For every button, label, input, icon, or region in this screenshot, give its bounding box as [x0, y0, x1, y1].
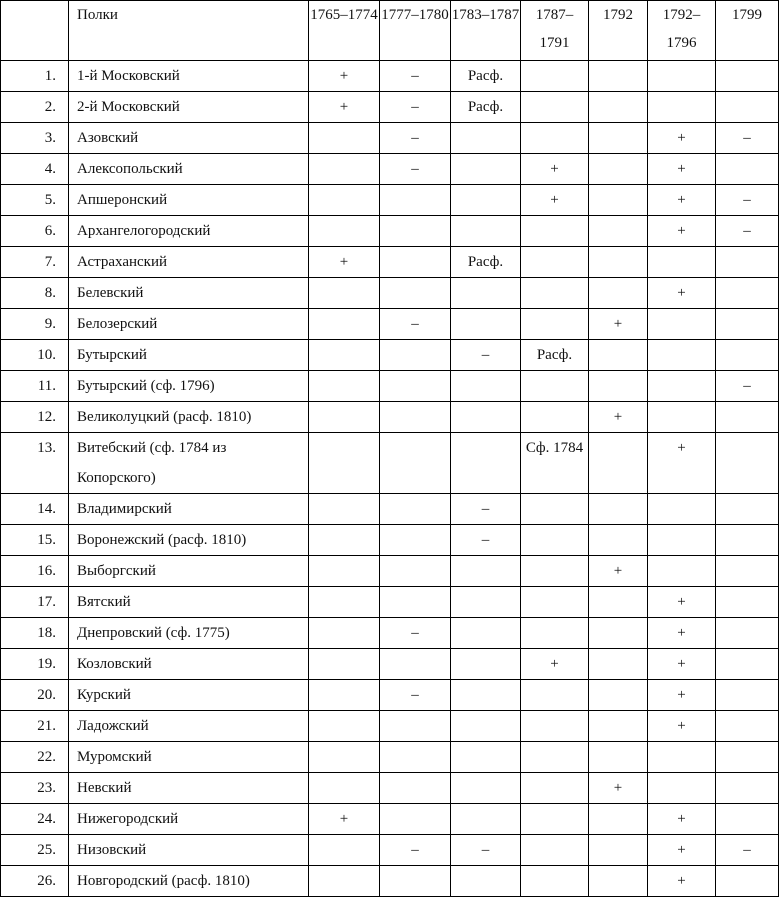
period-cell — [451, 216, 521, 247]
header-period: 1787–1791 — [521, 1, 589, 61]
period-cell — [716, 649, 779, 680]
period-cell: – — [451, 835, 521, 866]
period-cell — [716, 433, 779, 494]
table-row — [1, 309, 779, 340]
period-cell — [309, 494, 380, 525]
period-cell — [648, 402, 716, 433]
period-cell — [521, 216, 589, 247]
period-cell — [589, 742, 648, 773]
period-cell — [309, 340, 380, 371]
table-row — [1, 61, 779, 92]
row-number: 15. — [1, 525, 69, 556]
table-row — [1, 278, 779, 309]
regiment-name: Великолуцкий (расф. 1810) — [69, 402, 309, 433]
period-cell — [589, 618, 648, 649]
period-cell — [716, 247, 779, 278]
table-row — [1, 866, 779, 897]
row-number: 6. — [1, 216, 69, 247]
regiment-name: Апшеронский — [69, 185, 309, 216]
period-cell: + — [648, 866, 716, 897]
table-row — [1, 711, 779, 742]
period-cell — [589, 61, 648, 92]
period-cell: + — [589, 556, 648, 587]
period-cell — [589, 711, 648, 742]
header-period: 1792 — [589, 1, 648, 61]
period-cell: + — [648, 587, 716, 618]
period-cell: – — [380, 61, 451, 92]
period-cell: – — [380, 680, 451, 711]
period-cell — [309, 587, 380, 618]
period-cell: + — [648, 433, 716, 494]
period-cell — [451, 433, 521, 494]
period-cell: + — [589, 402, 648, 433]
regiment-name: Новгородский (расф. 1810) — [69, 866, 309, 897]
table-row — [1, 649, 779, 680]
header-period: 1783–1787 — [451, 1, 521, 61]
period-cell — [521, 556, 589, 587]
period-cell — [309, 216, 380, 247]
period-cell: Расф. — [451, 247, 521, 278]
period-cell — [309, 773, 380, 804]
regiment-name: Витебский (сф. 1784 из Копорского) — [69, 433, 309, 494]
period-cell: + — [648, 711, 716, 742]
period-cell: – — [451, 494, 521, 525]
period-cell — [521, 773, 589, 804]
period-cell — [451, 185, 521, 216]
period-cell — [451, 742, 521, 773]
period-cell — [589, 154, 648, 185]
table-row — [1, 92, 779, 123]
period-cell — [521, 278, 589, 309]
period-cell — [521, 866, 589, 897]
table-row — [1, 556, 779, 587]
period-cell — [589, 247, 648, 278]
table-row — [1, 587, 779, 618]
table-row — [1, 525, 779, 556]
table-row — [1, 123, 779, 154]
period-cell — [309, 402, 380, 433]
row-number: 3. — [1, 123, 69, 154]
period-cell — [716, 773, 779, 804]
period-cell — [521, 309, 589, 340]
period-cell: – — [380, 154, 451, 185]
period-cell — [380, 649, 451, 680]
period-cell: + — [309, 247, 380, 278]
period-cell — [309, 525, 380, 556]
period-cell — [451, 773, 521, 804]
period-cell — [380, 742, 451, 773]
regiment-name: Архангелогородский — [69, 216, 309, 247]
period-cell — [451, 309, 521, 340]
header-row — [1, 1, 779, 61]
period-cell — [648, 309, 716, 340]
period-cell — [309, 742, 380, 773]
period-cell — [589, 340, 648, 371]
row-number: 14. — [1, 494, 69, 525]
period-cell: + — [648, 123, 716, 154]
period-cell: – — [380, 92, 451, 123]
regiment-name: Бутырский — [69, 340, 309, 371]
row-number: 4. — [1, 154, 69, 185]
table-row — [1, 433, 779, 494]
table-row — [1, 494, 779, 525]
period-cell: – — [716, 371, 779, 402]
period-cell — [451, 123, 521, 154]
period-cell — [589, 494, 648, 525]
period-cell — [380, 371, 451, 402]
period-cell — [380, 278, 451, 309]
period-cell — [309, 680, 380, 711]
period-cell: + — [309, 804, 380, 835]
period-cell — [648, 61, 716, 92]
header-period: 1777–1780 — [380, 1, 451, 61]
period-cell — [716, 742, 779, 773]
period-cell — [648, 494, 716, 525]
row-number: 17. — [1, 587, 69, 618]
period-cell — [309, 711, 380, 742]
table-row — [1, 185, 779, 216]
row-number: 9. — [1, 309, 69, 340]
period-cell: + — [648, 618, 716, 649]
period-cell — [716, 711, 779, 742]
period-cell: + — [648, 154, 716, 185]
period-cell — [589, 587, 648, 618]
period-cell — [648, 371, 716, 402]
period-cell — [521, 835, 589, 866]
period-cell — [648, 247, 716, 278]
row-number: 11. — [1, 371, 69, 402]
row-number: 13. — [1, 433, 69, 494]
period-cell — [451, 711, 521, 742]
period-cell — [451, 278, 521, 309]
period-cell — [309, 433, 380, 494]
regiment-name: Курский — [69, 680, 309, 711]
period-cell — [380, 556, 451, 587]
period-cell — [716, 340, 779, 371]
period-cell: + — [648, 680, 716, 711]
period-cell: + — [589, 773, 648, 804]
period-cell — [589, 649, 648, 680]
regiment-name: Белозерский — [69, 309, 309, 340]
period-cell — [589, 525, 648, 556]
period-cell — [380, 494, 451, 525]
table-row — [1, 680, 779, 711]
period-cell — [521, 247, 589, 278]
period-cell — [589, 123, 648, 154]
table-row — [1, 773, 779, 804]
period-cell — [451, 402, 521, 433]
regiment-name: Выборгский — [69, 556, 309, 587]
period-cell — [451, 649, 521, 680]
period-cell — [716, 587, 779, 618]
period-cell: – — [451, 340, 521, 371]
period-cell: + — [648, 278, 716, 309]
header-period: 1765–1774 — [309, 1, 380, 61]
period-cell — [309, 866, 380, 897]
period-cell — [380, 185, 451, 216]
table-row — [1, 618, 779, 649]
period-cell — [309, 309, 380, 340]
row-number: 19. — [1, 649, 69, 680]
period-cell — [380, 773, 451, 804]
period-cell — [648, 340, 716, 371]
period-cell: + — [648, 185, 716, 216]
period-cell: – — [716, 216, 779, 247]
period-cell: + — [521, 185, 589, 216]
period-cell — [589, 680, 648, 711]
row-number: 22. — [1, 742, 69, 773]
regiment-name: Алексопольский — [69, 154, 309, 185]
period-cell: Сф. 1784 — [521, 433, 589, 494]
period-cell — [309, 123, 380, 154]
regiment-name: Вятский — [69, 587, 309, 618]
period-cell — [589, 92, 648, 123]
period-cell — [648, 525, 716, 556]
table-row — [1, 371, 779, 402]
period-cell — [521, 61, 589, 92]
regiment-name: Днепровский (сф. 1775) — [69, 618, 309, 649]
regiment-name: Ладожский — [69, 711, 309, 742]
period-cell — [521, 92, 589, 123]
period-cell — [521, 525, 589, 556]
row-number: 1. — [1, 61, 69, 92]
period-cell — [451, 680, 521, 711]
period-cell — [648, 92, 716, 123]
regiment-name: Азовский — [69, 123, 309, 154]
period-cell: + — [648, 216, 716, 247]
period-cell: – — [380, 835, 451, 866]
table-row — [1, 247, 779, 278]
regiment-name: Бутырский (сф. 1796) — [69, 371, 309, 402]
period-cell — [716, 309, 779, 340]
regiment-name: 1-й Московский — [69, 61, 309, 92]
row-number: 5. — [1, 185, 69, 216]
period-cell — [716, 92, 779, 123]
period-cell — [521, 371, 589, 402]
period-cell — [716, 556, 779, 587]
row-number: 2. — [1, 92, 69, 123]
period-cell: + — [648, 835, 716, 866]
table-row — [1, 835, 779, 866]
period-cell — [589, 278, 648, 309]
row-number: 10. — [1, 340, 69, 371]
period-cell: + — [309, 92, 380, 123]
regiment-name: Воронежский (расф. 1810) — [69, 525, 309, 556]
period-cell: – — [380, 618, 451, 649]
period-cell — [380, 402, 451, 433]
period-cell — [521, 494, 589, 525]
table-row — [1, 154, 779, 185]
regiment-name: Нижегородский — [69, 804, 309, 835]
period-cell — [521, 587, 589, 618]
period-cell — [716, 494, 779, 525]
period-cell — [716, 618, 779, 649]
period-cell — [716, 154, 779, 185]
table-row — [1, 340, 779, 371]
table-row — [1, 216, 779, 247]
period-cell — [521, 742, 589, 773]
period-cell — [451, 154, 521, 185]
regiment-name: Владимирский — [69, 494, 309, 525]
row-number: 21. — [1, 711, 69, 742]
period-cell — [589, 371, 648, 402]
row-number: 26. — [1, 866, 69, 897]
row-number: 7. — [1, 247, 69, 278]
period-cell: + — [648, 804, 716, 835]
period-cell: + — [648, 649, 716, 680]
period-cell — [521, 711, 589, 742]
period-cell: – — [716, 835, 779, 866]
period-cell — [589, 216, 648, 247]
period-cell — [716, 525, 779, 556]
period-cell: – — [716, 185, 779, 216]
period-cell — [648, 773, 716, 804]
row-number: 25. — [1, 835, 69, 866]
period-cell — [589, 433, 648, 494]
header-num — [1, 1, 69, 61]
row-number: 24. — [1, 804, 69, 835]
period-cell — [589, 866, 648, 897]
period-cell — [589, 185, 648, 216]
period-cell — [309, 556, 380, 587]
period-cell — [309, 185, 380, 216]
regiment-name: Невский — [69, 773, 309, 804]
period-cell — [380, 866, 451, 897]
period-cell: – — [451, 525, 521, 556]
table-row — [1, 804, 779, 835]
period-cell — [309, 835, 380, 866]
regiment-name: Муромский — [69, 742, 309, 773]
row-number: 16. — [1, 556, 69, 587]
row-number: 8. — [1, 278, 69, 309]
row-number: 12. — [1, 402, 69, 433]
period-cell — [648, 742, 716, 773]
row-number: 18. — [1, 618, 69, 649]
period-cell: Расф. — [521, 340, 589, 371]
period-cell — [309, 371, 380, 402]
period-cell — [716, 278, 779, 309]
period-cell — [380, 216, 451, 247]
period-cell — [380, 804, 451, 835]
period-cell — [380, 340, 451, 371]
period-cell — [451, 804, 521, 835]
period-cell: Расф. — [451, 61, 521, 92]
period-cell — [521, 804, 589, 835]
period-cell — [521, 402, 589, 433]
period-cell — [521, 680, 589, 711]
header-period: 1792–1796 — [648, 1, 716, 61]
header-period: 1799 — [716, 1, 779, 61]
period-cell — [309, 649, 380, 680]
period-cell: + — [309, 61, 380, 92]
period-cell — [521, 123, 589, 154]
period-cell — [521, 618, 589, 649]
period-cell — [309, 618, 380, 649]
period-cell — [380, 247, 451, 278]
period-cell — [451, 556, 521, 587]
period-cell: + — [521, 649, 589, 680]
period-cell — [380, 525, 451, 556]
period-cell — [380, 587, 451, 618]
header-name: Полки — [69, 1, 309, 61]
period-cell — [716, 402, 779, 433]
regiment-name: Низовский — [69, 835, 309, 866]
period-cell — [309, 154, 380, 185]
period-cell: Расф. — [451, 92, 521, 123]
period-cell — [589, 835, 648, 866]
row-number: 20. — [1, 680, 69, 711]
period-cell: + — [521, 154, 589, 185]
table-body — [1, 61, 779, 897]
period-cell — [589, 804, 648, 835]
period-cell — [309, 278, 380, 309]
period-cell — [716, 866, 779, 897]
period-cell: – — [380, 123, 451, 154]
table-row — [1, 742, 779, 773]
period-cell: – — [380, 309, 451, 340]
period-cell — [716, 61, 779, 92]
period-cell: + — [589, 309, 648, 340]
period-cell — [451, 587, 521, 618]
period-cell — [451, 866, 521, 897]
period-cell — [380, 433, 451, 494]
period-cell — [380, 711, 451, 742]
period-cell — [716, 680, 779, 711]
regiment-name: Астраханский — [69, 247, 309, 278]
regiment-name: 2-й Московский — [69, 92, 309, 123]
regiment-name: Козловский — [69, 649, 309, 680]
table-row — [1, 402, 779, 433]
row-number: 23. — [1, 773, 69, 804]
regiment-name: Белевский — [69, 278, 309, 309]
period-cell: – — [716, 123, 779, 154]
period-cell — [451, 618, 521, 649]
period-cell — [451, 371, 521, 402]
period-cell — [716, 804, 779, 835]
period-cell — [648, 556, 716, 587]
